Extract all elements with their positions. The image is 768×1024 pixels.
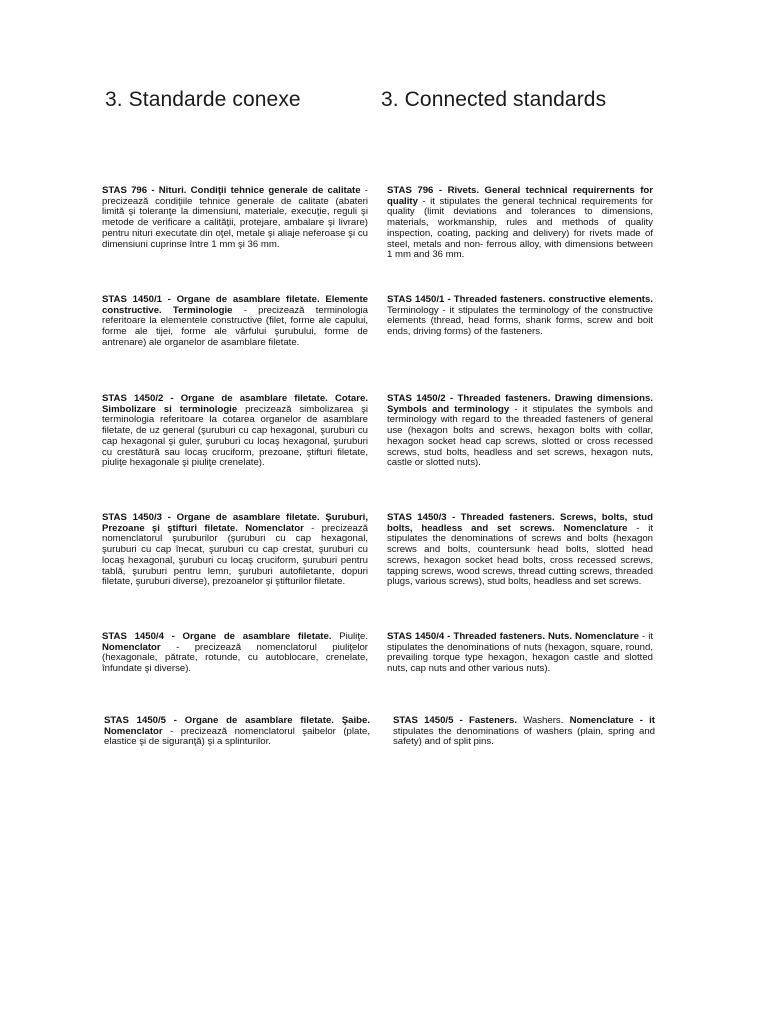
entry-text: - precizează nomenclatorul şaibelor (plate, elastice şi de siguranţă) şi a splinturilor.: [104, 725, 370, 748]
entry-title: STAS 1450/1 - Organe de asamblare filetate. Elemente constructive. Terminologie: [102, 294, 368, 316]
entry-en-stas-1450-1: [387, 295, 653, 338]
entry-title: STAS 1450/4 - Threaded fasteners. Nuts. Nomenclature: [387, 631, 639, 642]
entry-text: Piuliţe.: [331, 631, 368, 642]
entry-en-stas-1450-2: [387, 394, 653, 469]
entry-title: STAS 1450/4 - Organe de asamblare filetate.: [102, 631, 332, 642]
entry-title-part2: Nomenclator: [102, 641, 161, 653]
entry-text: precizează simbolizarea şi terminologia referitoare la cotarea organelor de asamblare filetate, de uz general (şuruburi cu cap hexagonal, şuruburi cu cap hexagonal şi guler, şuruburi cu locaş hexagonal, şuruburi cu crestătură sau locaş cruciform, prezoane, ştifturi filetate, piuliţe hexagonale şi piuliţe crenelate).: [102, 403, 369, 469]
entry-text: - it stipulates the symbols and terminology with regard to the threaded fasteners of general use (hexagon bolts and screws, hexagon bolts with collar, hexagon socket head cap screws, slotted or cross recessed screws, stud bolts, headless and set screws, hexagon nuts, castle or slotted nuts).: [387, 403, 653, 469]
entry-ro-stas-1450-3: [102, 513, 368, 588]
entry-en-stas-796: [387, 186, 653, 261]
entry-title-part2: Nomenclature - it: [569, 715, 655, 726]
entry-text-part2: - precizează nomenclatorul piuliţelor (hexagonale, pătrate, rotunde, cu autoblocare, crenelate, înfundate şi diverse).: [102, 641, 368, 675]
heading-english: 3. Connected standards: [381, 88, 607, 111]
entry-text-part2: stipulates the denominations of washers (plain, spring and safety) and of split pins.: [393, 725, 655, 748]
entry-ro-stas-1450-1: [102, 295, 368, 349]
entry-en-stas-1450-4: [387, 632, 653, 675]
entry-text: - precizează condiţiile tehnice generale de calitate (abateri limită şi toleranţe la dimensiuni, materiale, execuţie, reguli şi metode de verificare a calităţii, protejare, ambalare şi livrare) pentru nituri executate din oţel, metale şi aliaje neferoase şi cu dimensiuni cuprinse între 1 mm şi 36 mm.: [102, 185, 368, 250]
entry-title: STAS 1450/2 - Organe de asamblare filetate. Cotare. Simbolizare si terminologie: [102, 393, 368, 415]
entry-text: - precizează terminologia referitoare la elementele constructive (filet, forme ale capului, forme ale tijei, forme ale vârfului şurubului, forme de antrenare) ale organelor de asamblare filetate.: [102, 304, 368, 348]
entry-en-stas-1450-3: [387, 513, 653, 588]
entry-text: - it stipulates the denominations of nuts (hexagon, square, round, prevailing torque type hexagon, hexagon castle and slotted nuts, cap nuts and other various nuts).: [387, 631, 654, 675]
entry-title: STAS 1450/2 - Threaded fasteners. Drawing dimensions. Symbols and terminology: [387, 393, 653, 415]
entry-title: STAS 1450/1 - Threaded fasteners. constructive elements.: [387, 294, 653, 305]
entry-text: - precizează nomenclatorul şuruburilor (şuruburi cu cap hexagonal, şuruburi cu cap înecat, şuruburi cu cap crestat, şuruburi cu locaş hexagonal, şuruburi cu locaş cruciform, şuruburi pentru tablă, şuruburi pentru lemn, şuruburi autofiletante, dopuri filetate, şuruburi diverse), prezoanelor şi ştifturilor filetate.: [102, 522, 368, 588]
entry-ro-stas-796: [102, 186, 368, 250]
entry-ro-stas-1450-5: [104, 716, 370, 748]
entry-title: STAS 1450/3 - Threaded fasteners. Screws, bolts, stud bolts, headless and set screws. Nomenclature: [387, 512, 653, 534]
entry-title: STAS 796 - Nituri. Condiţii tehnice generale de calitate: [102, 185, 361, 196]
entry-text: - it stipulates the denominations of screws and bolts (hexagon screws and bolts, countersunk head bolts, slotted head screws, hexagon socket head bolts, cross recessed screws, tapping screws, wood screws, thread cutting screws, threaded plugs, various screws), stud bolts, headless and set screws.: [387, 522, 653, 588]
entry-ro-stas-1450-4: [102, 632, 368, 675]
entry-text: - it stipulates the general technical requirements for quality (limit deviations and tolerances to dimensions, materials, workmanship, rules and methods of quality inspection, coating, packing and delivery) for rivets made of steel, metals and non- ferrous alloy, with dimensions between 1 mm and 36 mm.: [387, 195, 653, 261]
entry-title: STAS 1450/5 - Organe de asamblare filetate. Şaibe. Nomenclator: [104, 715, 370, 737]
entry-text: Washers.: [517, 715, 570, 726]
entry-title: STAS 1450/5 - Fasteners.: [393, 715, 517, 726]
entry-en-stas-1450-5: [393, 716, 655, 748]
entry-title: STAS 1450/3 - Organe de asamblare filetate. Şuruburi, Prezoane şi ştifturi filetate. Nomenclator: [102, 512, 368, 534]
entry-title: STAS 796 - Rivets. General technical requirernents for quality: [387, 185, 653, 207]
heading-romanian: 3. Standarde conexe: [105, 88, 301, 111]
entry-ro-stas-1450-2: [102, 394, 368, 469]
entry-text: Terminology - it stipulates the terminology of the constructive elements (thread, head forms, shank forms, screw and boit ends, driving forms) of the fasteners.: [387, 304, 653, 338]
